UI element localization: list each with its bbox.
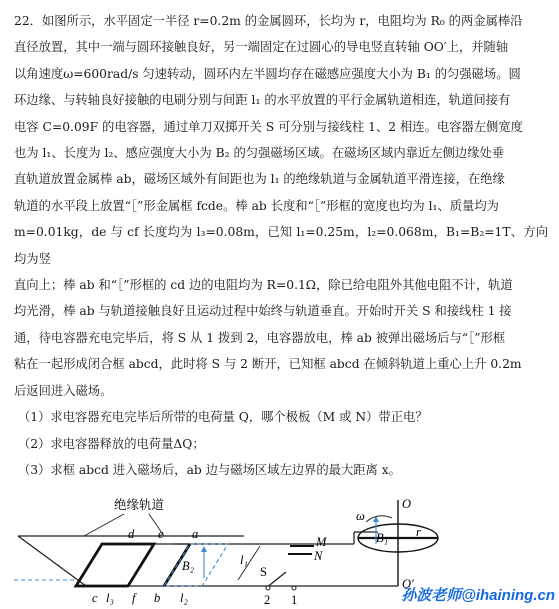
label-m: M (316, 535, 327, 549)
problem-line: 均光滑，棒 ab 与轨道接触良好且运动过程中始终与轨道垂直。开始时开关 S 和接线柱 1 接 (14, 304, 512, 319)
problem-line: 环边缘、与转轴良好接触的电刷分别与间距 l₁ 的水平放置的平行金属轨道相连，轨道间接有 (14, 93, 511, 108)
problem-line: m=0.01kg，de 与 cf 长度均为 l₃=0.08m，已知 l₁=0.25m，l₂=0.068m，B₁=B₂=1T、方向均为竖 (14, 225, 548, 266)
problem-text (14, 8, 548, 483)
omega-arc (366, 516, 392, 522)
problem-line: 电容 C=0.09F 的电容器，通过单刀双掷开关 S 可分别与接线柱 1、2 相连。电容器左侧宽度 (14, 119, 523, 134)
question-2: （2）求电容器释放的电荷量ΔQ； (18, 436, 205, 451)
field-arrowhead-b2 (201, 546, 207, 552)
problem-line: 如图所示，水平固定一半径 r=0.2m 的金属圆环，长均为 r，电阻均为 R₀ 的两金属棒沿 (41, 14, 523, 28)
question-3: （3）求框 abcd 进入磁场后，ab 边与磁场区域左边界的最大距离 x。 (18, 462, 401, 477)
question-1: （1）求电容器充电完毕后所带的电荷量 Q，哪个极板（M 或 N）带正电？ (18, 410, 428, 425)
label-d: d (128, 527, 135, 541)
label-2: 2 (264, 593, 271, 607)
label-f: f (132, 591, 136, 605)
frame-fcde (76, 544, 154, 586)
label-b2: B₂ (182, 559, 194, 573)
terminal-2 (266, 586, 270, 590)
label-e: e (158, 527, 164, 541)
label-l3: l₃ (106, 591, 114, 605)
problem-line: 通，待电容器充电完毕后，将 S 从 1 拨到 2，电容器放电，棒 ab 被弹出磁场后与“［”形框 (14, 330, 506, 345)
problem-line: 直向上；棒 ab 和“［”形框的 cd 边的电阻均为 R=0.1Ω，除已给电阻外其他电阻不计，轨道 (14, 278, 513, 293)
label-r: r (416, 525, 421, 539)
insulated-track-left-slope (18, 536, 86, 586)
label-leader (84, 514, 124, 536)
label-c: c (92, 591, 98, 605)
problem-number: 22． (14, 14, 42, 28)
problem-line: 轨道的水平段上放置“［”形金属框 fcde。棒 ab 长度和“［”形框的宽度也均为 l₁、质量均为 (14, 198, 499, 213)
problem-line: 粘在一起形成闭合框 abcd，此时将 S 与 2 断开，已知框 abcd 在倾斜轨道上重心上升 0.2m (14, 357, 522, 372)
terminal-1 (292, 586, 296, 590)
problem-line: 以角速度ω=600rad/s 匀速转动，圆环内左半圆均存在磁感应强度大小为 B₁ 的匀强磁场。圆 (14, 66, 521, 81)
label-a: a (192, 527, 199, 541)
field-region-b2 (164, 544, 228, 586)
watermark: 孙波老师@ihaining.cn (401, 587, 555, 604)
problem-body (14, 8, 548, 404)
label-o: O (402, 497, 412, 511)
insulated-track-label: 绝缘轨道 (114, 498, 165, 512)
problem-line: 直轨道放置金属棒 ab，磁场区域外有间距也为 l₁ 的绝缘轨道与金属轨道平滑连接，在绝缘 (14, 172, 505, 187)
label-l1: l₁ (240, 553, 248, 567)
label-n: N (314, 549, 323, 563)
label-b1: B₁ (376, 531, 388, 545)
label-l2: l₂ (180, 591, 188, 605)
problem-line: 也为 l₁、长度为 l₂、感应强度大小为 B₂ 的匀强磁场区域。在磁场区域内靠近左侧边缘处垂 (14, 146, 505, 161)
problem-line: 后返回进入磁场。 (14, 383, 113, 398)
problem-line: 直径放置，其中一端与圆环接触良好，另一端固定在过圆心的导电竖直转轴 OO′上，并随轴 (14, 40, 509, 55)
label-s: S (260, 565, 267, 579)
label-omega: ω (356, 509, 365, 523)
label-oprime: O′ (402, 577, 414, 591)
label-1: 1 (291, 593, 298, 607)
label-b: b (154, 591, 161, 605)
